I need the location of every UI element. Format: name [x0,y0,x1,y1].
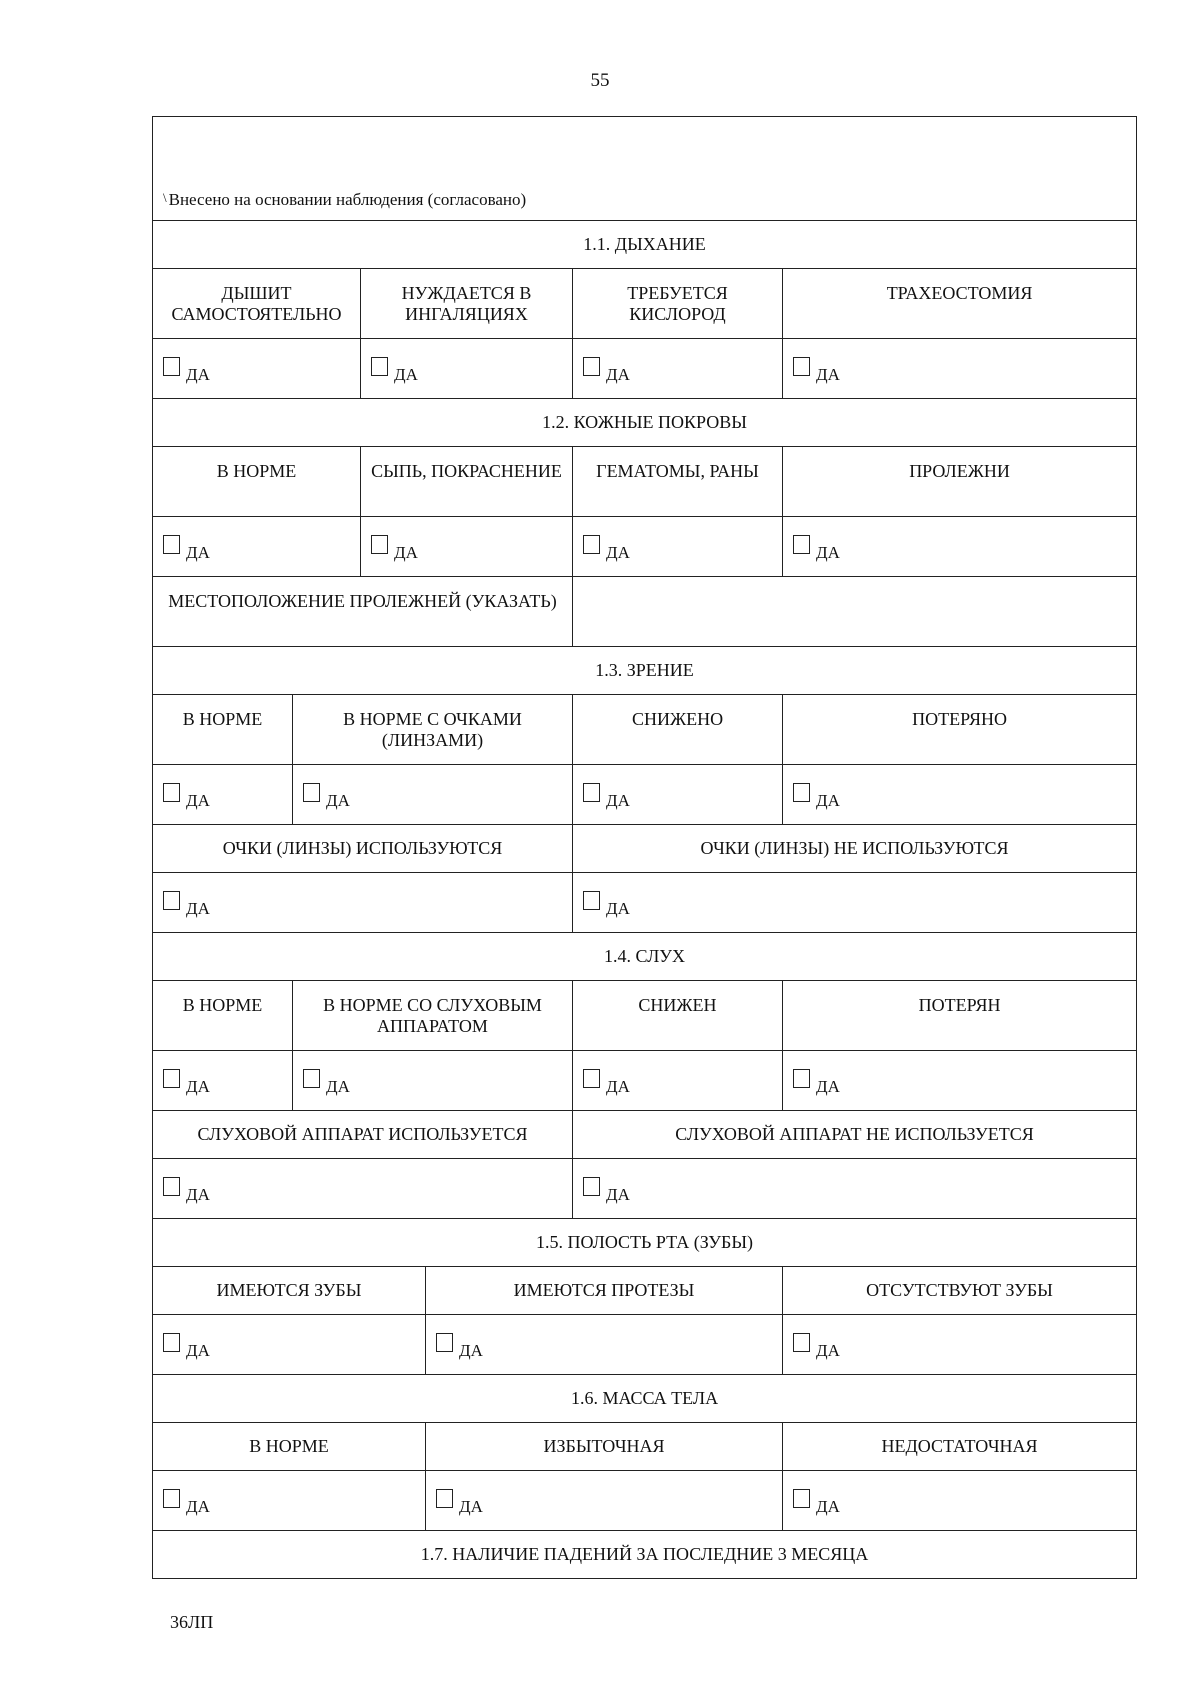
yes-checkbox-cell[interactable] [573,765,783,825]
section-title-skin: 1.2. КОЖНЫЕ ПОКРОВЫ [153,399,1137,447]
col-header: ОЧКИ (ЛИНЗЫ) НЕ ИСПОЛЬЗУЮТСЯ [573,825,1137,873]
note-row [153,117,1137,221]
col-header: В НОРМЕ [153,695,293,765]
checkbox[interactable] [793,1333,810,1352]
yes-checkbox-cell[interactable] [361,339,573,399]
section-title-oral: 1.5. ПОЛОСТЬ РТА (ЗУБЫ) [153,1219,1137,1267]
yes-checkbox-cell[interactable] [426,1471,783,1531]
checkbox[interactable] [583,1069,600,1088]
col-header: В НОРМЕ [153,981,293,1051]
col-header: В НОРМЕ С ОЧКАМИ (ЛИНЗАМИ) [293,695,573,765]
yes-label: ДА [816,1077,840,1096]
yes-checkbox-cell[interactable] [573,339,783,399]
section-title-weight: 1.6. МАССА ТЕЛА [153,1375,1137,1423]
yes-checkbox-cell[interactable] [426,1315,783,1375]
col-header: В НОРМЕ [153,447,361,517]
yes-label: ДА [394,365,418,384]
yes-checkbox-cell[interactable] [153,517,361,577]
col-header: ПОТЕРЯНО [783,695,1137,765]
yes-checkbox-cell[interactable] [153,1471,426,1531]
col-header: ОЧКИ (ЛИНЗЫ) ИСПОЛЬЗУЮТСЯ [153,825,573,873]
checkbox[interactable] [303,1069,320,1088]
checkbox[interactable] [163,783,180,802]
section-title-hearing: 1.4. СЛУХ [153,933,1137,981]
yes-label: ДА [186,1341,210,1360]
yes-label: ДА [186,365,210,384]
checkbox[interactable] [583,783,600,802]
yes-label: ДА [816,1497,840,1516]
checkbox[interactable] [793,535,810,554]
yes-checkbox-cell[interactable] [153,1159,573,1219]
yes-checkbox-cell[interactable] [783,517,1137,577]
col-header: НЕДОСТАТОЧНАЯ [783,1423,1137,1471]
yes-checkbox-cell[interactable] [783,1315,1137,1375]
yes-checkbox-cell[interactable] [153,1051,293,1111]
assessment-form [152,116,1137,1579]
checkbox[interactable] [163,535,180,554]
yes-label: ДА [606,791,630,810]
col-header: ТРАХЕОСТОМИЯ [783,269,1137,339]
section-title-breathing: 1.1. ДЫХАНИЕ [153,221,1137,269]
col-header: ГЕМАТОМЫ, РАНЫ [573,447,783,517]
col-header: ОТСУТСТВУЮТ ЗУБЫ [783,1267,1137,1315]
col-header: СНИЖЕН [573,981,783,1051]
col-header: ИМЕЮТСЯ ЗУБЫ [153,1267,426,1315]
checkbox[interactable] [436,1489,453,1508]
yes-label: ДА [816,791,840,810]
col-header: ИМЕЮТСЯ ПРОТЕЗЫ [426,1267,783,1315]
section-title-falls: 1.7. НАЛИЧИЕ ПАДЕНИЙ ЗА ПОСЛЕДНИЕ 3 МЕСЯЦА [153,1531,1137,1579]
yes-checkbox-cell[interactable] [361,517,573,577]
yes-label: ДА [606,899,630,918]
yes-label: ДА [186,1077,210,1096]
yes-label: ДА [186,791,210,810]
note-mark: \ [163,190,167,205]
footer-code: 36ЛП [170,1612,214,1632]
yes-label: ДА [326,1077,350,1096]
section-title-vision: 1.3. ЗРЕНИЕ [153,647,1137,695]
yes-label: ДА [606,1077,630,1096]
checkbox[interactable] [371,357,388,376]
yes-checkbox-cell[interactable] [783,1051,1137,1111]
checkbox[interactable] [583,1177,600,1196]
col-header: ИЗБЫТОЧНАЯ [426,1423,783,1471]
checkbox[interactable] [163,891,180,910]
yes-label: ДА [394,543,418,562]
checkbox[interactable] [163,1489,180,1508]
checkbox[interactable] [793,783,810,802]
yes-checkbox-cell[interactable] [783,1471,1137,1531]
yes-label: ДА [816,1341,840,1360]
yes-checkbox-cell[interactable] [783,765,1137,825]
checkbox[interactable] [163,1333,180,1352]
yes-label: ДА [606,543,630,562]
checkbox[interactable] [436,1333,453,1352]
col-header: СЛУХОВОЙ АППАРАТ ИСПОЛЬЗУЕТСЯ [153,1111,573,1159]
yes-checkbox-cell[interactable] [573,1159,1137,1219]
yes-checkbox-cell[interactable] [153,339,361,399]
col-header: ДЫШИТ САМОСТОЯТЕЛЬНО [153,269,361,339]
note-cell [153,117,1137,221]
yes-label: ДА [459,1497,483,1516]
col-header: В НОРМЕ СО СЛУХОВЫМ АППАРАТОМ [293,981,573,1051]
yes-label: ДА [606,365,630,384]
col-header: ТРЕБУЕТСЯ КИСЛОРОД [573,269,783,339]
checkbox[interactable] [371,535,388,554]
col-header: ПРОЛЕЖНИ [783,447,1137,517]
yes-checkbox-cell[interactable] [573,1051,783,1111]
yes-label: ДА [816,365,840,384]
yes-label: ДА [606,1185,630,1204]
col-header: СНИЖЕНО [573,695,783,765]
col-header: СЫПЬ, ПОКРАСНЕНИЕ [361,447,573,517]
yes-label: ДА [186,1497,210,1516]
yes-label: ДА [186,1185,210,1204]
yes-label: ДА [186,543,210,562]
yes-label: ДА [326,791,350,810]
yes-checkbox-cell[interactable] [293,765,573,825]
yes-label: ДА [816,543,840,562]
col-header: НУЖДАЕТСЯ В ИНГАЛЯЦИЯХ [361,269,573,339]
yes-label: ДА [459,1341,483,1360]
checkbox[interactable] [583,357,600,376]
yes-checkbox-cell[interactable] [573,873,1137,933]
yes-checkbox-cell[interactable] [153,1315,426,1375]
page-number: 55 [590,70,610,91]
checkbox[interactable] [793,1069,810,1088]
col-header: В НОРМЕ [153,1423,426,1471]
bedsore-location-input[interactable] [573,577,1137,647]
col-header: СЛУХОВОЙ АППАРАТ НЕ ИСПОЛЬЗУЕТСЯ [573,1111,1137,1159]
checkbox[interactable] [163,1069,180,1088]
checkbox[interactable] [793,357,810,376]
yes-checkbox-cell[interactable] [153,873,573,933]
yes-checkbox-cell[interactable] [783,339,1137,399]
checkbox[interactable] [163,357,180,376]
col-header: ПОТЕРЯН [783,981,1137,1051]
bedsore-location-label: МЕСТОПОЛОЖЕНИЕ ПРОЛЕЖНЕЙ (УКАЗАТЬ) [153,577,573,647]
yes-checkbox-cell[interactable] [573,517,783,577]
yes-label: ДА [186,899,210,918]
checkbox[interactable] [583,891,600,910]
note-text: Внесено на основании наблюдения (согласовано) [168,190,527,209]
checkbox[interactable] [583,535,600,554]
checkbox[interactable] [303,783,320,802]
yes-checkbox-cell[interactable] [153,765,293,825]
yes-checkbox-cell[interactable] [293,1051,573,1111]
checkbox[interactable] [163,1177,180,1196]
checkbox[interactable] [793,1489,810,1508]
